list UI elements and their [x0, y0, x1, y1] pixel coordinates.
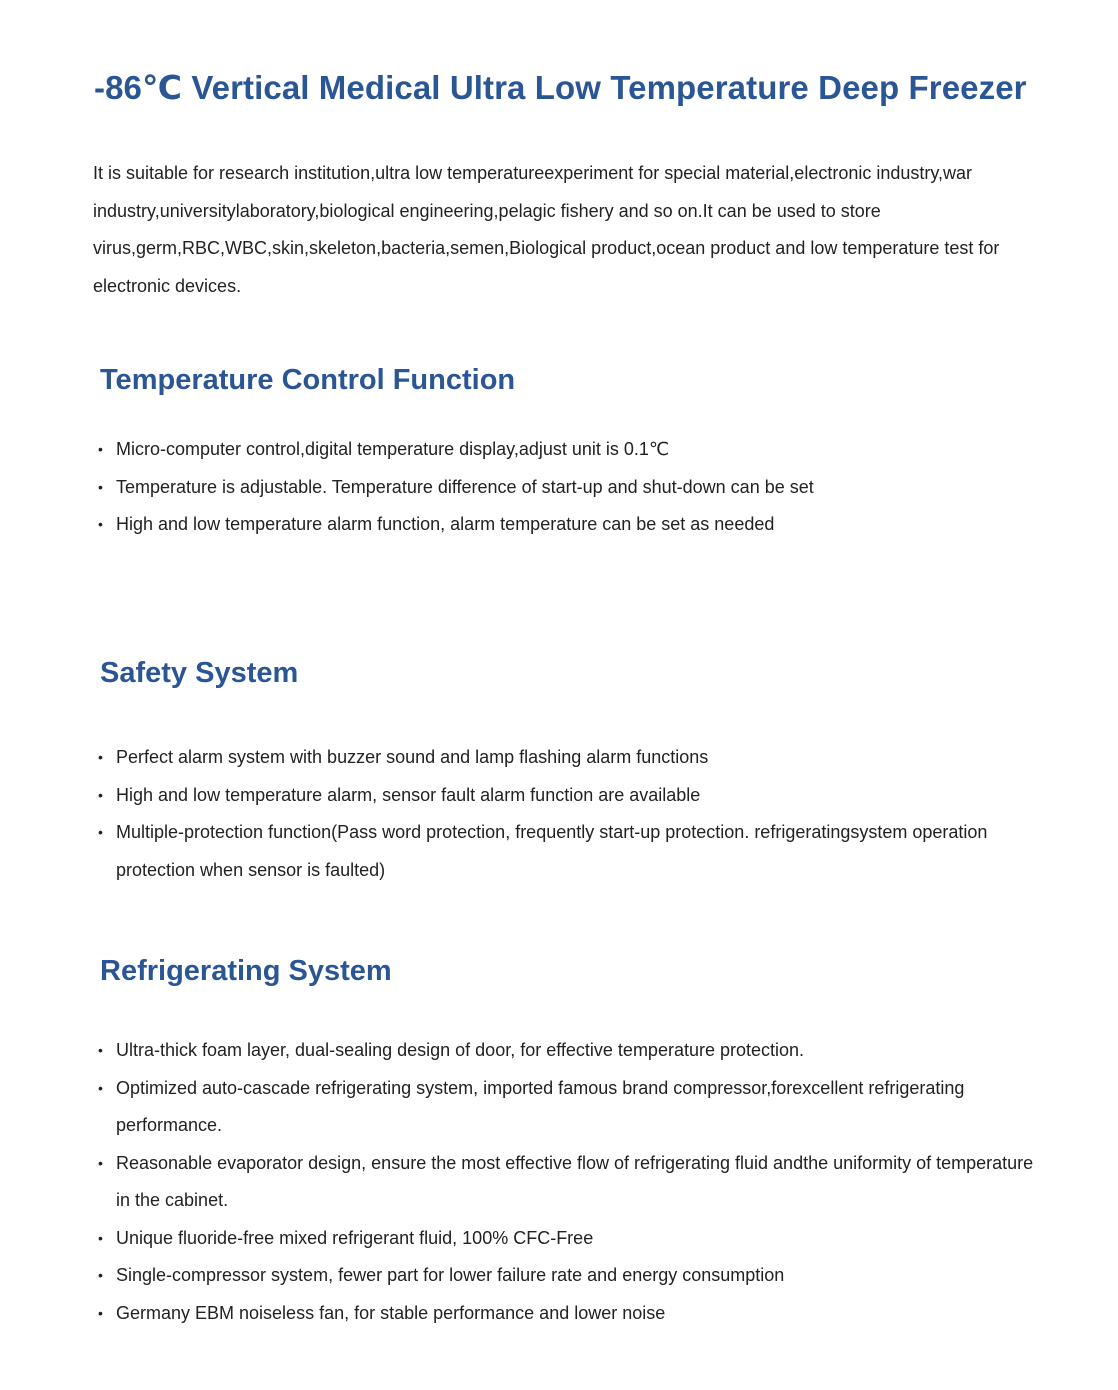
section-heading-refrigerating-system: Refrigerating System — [100, 955, 392, 987]
bullet-icon: • — [98, 478, 103, 495]
list-item — [97, 1295, 1037, 1333]
bullet-icon: • — [98, 1267, 103, 1283]
list-item-text: Single-compressor system, fewer part for lower failure rate and energy consumption — [116, 1265, 785, 1285]
list-item-text: Reasonable evaporator design, ensure the most effective flow of refrigerating fluid andthe uniformity of temperature in the cabinet. — [116, 1152, 1034, 1210]
list-item — [97, 814, 1037, 889]
section-heading-safety-system: Safety System — [100, 657, 299, 689]
list-item-text: Germany EBM noiseless fan, for stable performance and lower noise — [116, 1302, 666, 1323]
section-heading-temperature-control: Temperature Control Function — [100, 364, 516, 396]
list-item-text: Temperature is adjustable. Temperature difference of start-up and shut-down can be set — [116, 476, 814, 497]
list-item — [97, 1220, 1037, 1258]
list-item — [97, 431, 1037, 469]
list-item-text: Multiple-protection function(Pass word protection, frequently start-up protection. refrigeratingsystem operation protection when sensor is faulted) — [116, 822, 988, 880]
list-item-text: High and low temperature alarm function, alarm temperature can be set as needed — [116, 514, 775, 534]
list-item-text: High and low temperature alarm, sensor fault alarm function are available — [116, 784, 701, 805]
list-item — [97, 739, 1037, 777]
list-item — [97, 1257, 1037, 1295]
bullet-icon: • — [98, 824, 103, 840]
list-item — [97, 1032, 1037, 1070]
bullet-icon: • — [98, 786, 103, 803]
intro-paragraph: It is suitable for research institution,ultra low temperatureexperiment for special material,electronic industry,war industry,universitylaboratory,biological engineering,pelagic fishery and so on.It can be used to store virus,germ,RBC,WBC,skin,skeleton,bacteria,semen,Biological product,ocean product and low temperature test for electronic devices. — [93, 163, 1000, 296]
list-item-text: Ultra-thick foam layer, dual-sealing design of door, for effective temperature protection. — [116, 1040, 805, 1060]
bullet-icon: • — [98, 749, 103, 765]
list-item — [97, 777, 1037, 815]
temperature-control-list — [97, 431, 1037, 544]
bullet-icon: • — [98, 1042, 103, 1058]
list-item-text: Micro-computer control,digital temperature display,adjust unit is 0.1℃ — [116, 439, 670, 459]
bullet-icon: • — [98, 441, 103, 457]
list-item — [97, 1070, 1037, 1145]
list-item-text: Unique fluoride-free mixed refrigerant fluid, 100% CFC-Free — [116, 1227, 594, 1248]
list-item — [97, 469, 1037, 507]
list-item-text: Perfect alarm system with buzzer sound and lamp flashing alarm functions — [116, 747, 709, 767]
bullet-icon: • — [98, 1154, 103, 1171]
list-item — [97, 1145, 1037, 1220]
bullet-icon: • — [98, 1229, 103, 1246]
page-title: -86℃ Vertical Medical Ultra Low Temperature Deep Freezer — [94, 69, 1027, 106]
bullet-icon: • — [98, 1304, 103, 1321]
bullet-icon: • — [98, 516, 103, 532]
list-item-text: Optimized auto-cascade refrigerating system, imported famous brand compressor,forexcellent refrigerating performance. — [116, 1077, 965, 1135]
safety-system-list — [97, 739, 1037, 889]
bullet-icon: • — [98, 1079, 103, 1096]
refrigerating-system-list — [97, 1032, 1037, 1332]
list-item — [97, 506, 1037, 544]
